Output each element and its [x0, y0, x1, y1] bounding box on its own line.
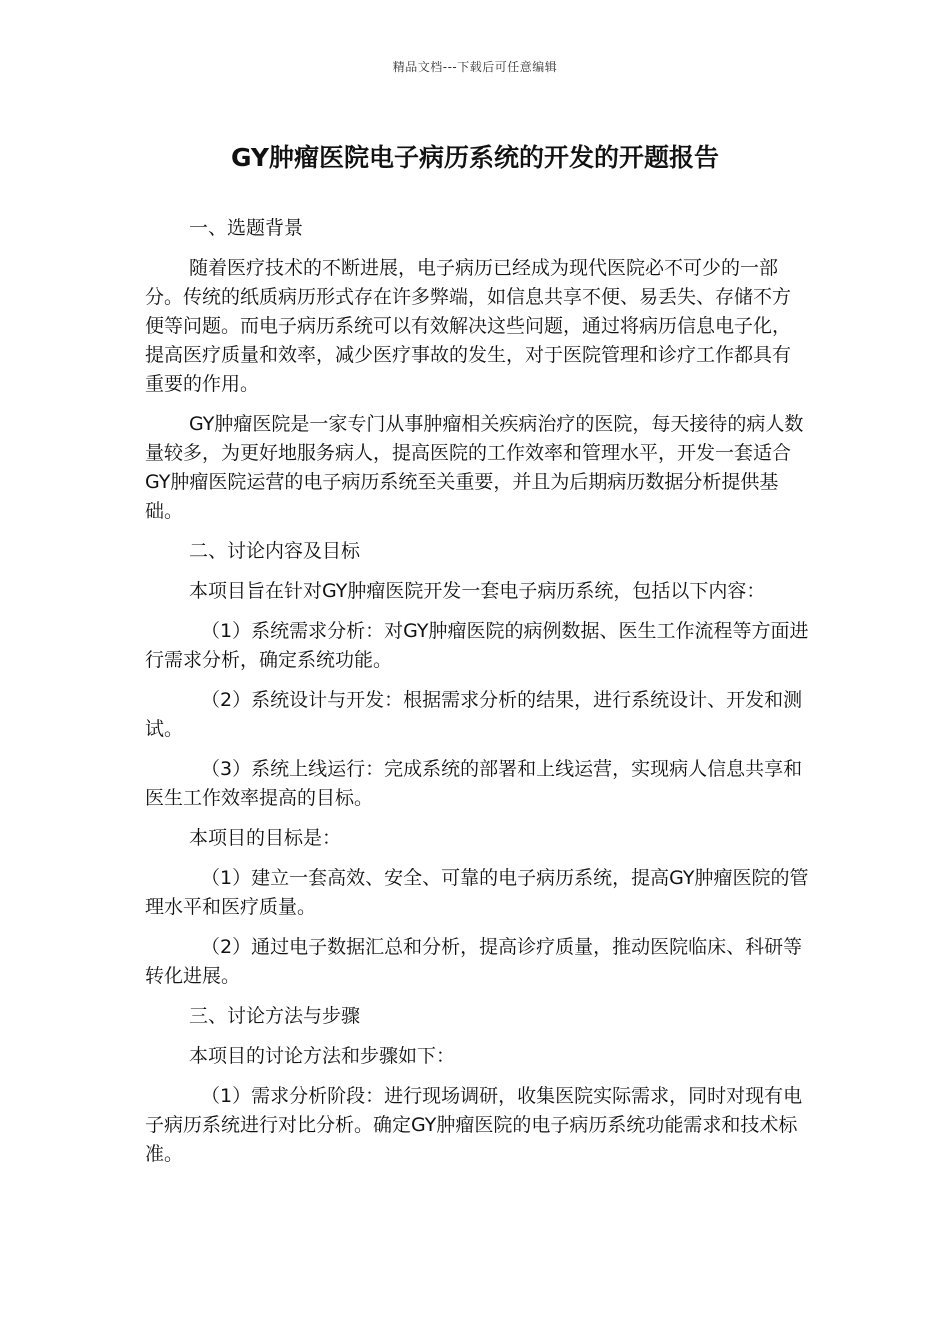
body-paragraph: 本项目旨在针对GY肿瘤医院开发一套电子病历系统，包括以下内容：	[189, 580, 766, 602]
section-heading: 三、讨论方法与步骤	[189, 1005, 361, 1027]
document-body	[145, 214, 809, 1180]
list-item: （2）系统设计与开发：根据需求分析的结果，进行系统设计、开发和测试。	[145, 689, 803, 740]
body-paragraph: 本项目的讨论方法和步骤如下：	[189, 1045, 456, 1067]
header-note: 精品文档---下载后可任意编辑	[392, 60, 558, 74]
section-heading: 一、选题背景	[189, 217, 304, 239]
body-paragraph: 本项目的目标是：	[189, 827, 342, 849]
body-paragraph: 随着医疗技术的不断进展，电子病历已经成为现代医院必不可少的一部分。传统的纸质病历形式存在许多弊端，如信息共享不便、易丢失、存储不方便等问题。而电子病历系统可以有效解决这些问题，通过将病历信息电子化，提高医疗质量和效率，减少医疗事故的发生，对于医院管理和诊疗工作都具有重要的作用。	[145, 257, 792, 395]
section-heading: 二、讨论内容及目标	[189, 540, 361, 562]
list-item: （1）系统需求分析：对GY肿瘤医院的病例数据、医生工作流程等方面进行需求分析，确定系统功能。	[145, 620, 809, 671]
list-item: （2）通过电子数据汇总和分析，提高诊疗质量，推动医院临床、科研等转化进展。	[145, 936, 803, 987]
document-title: GY肿瘤医院电子病历系统的开发的开题报告	[230, 143, 720, 172]
body-paragraph: GY肿瘤医院是一家专门从事肿瘤相关疾病治疗的医院，每天接待的病人数量较多，为更好地服务病人，提高医院的工作效率和管理水平，开发一套适合GY肿瘤医院运营的电子病历系统至关重要，并且为后期病历数据分析提供基础。	[145, 413, 804, 522]
list-item: （1）需求分析阶段：进行现场调研，收集医院实际需求，同时对现有电子病历系统进行对比分析。确定GY肿瘤医院的电子病历系统功能需求和技术标准。	[145, 1085, 803, 1165]
list-item: （1）建立一套高效、安全、可靠的电子病历系统，提高GY肿瘤医院的管理水平和医疗质量。	[145, 867, 809, 918]
list-item: （3）系统上线运行：完成系统的部署和上线运营，实现病人信息共享和医生工作效率提高的目标。	[145, 758, 803, 809]
